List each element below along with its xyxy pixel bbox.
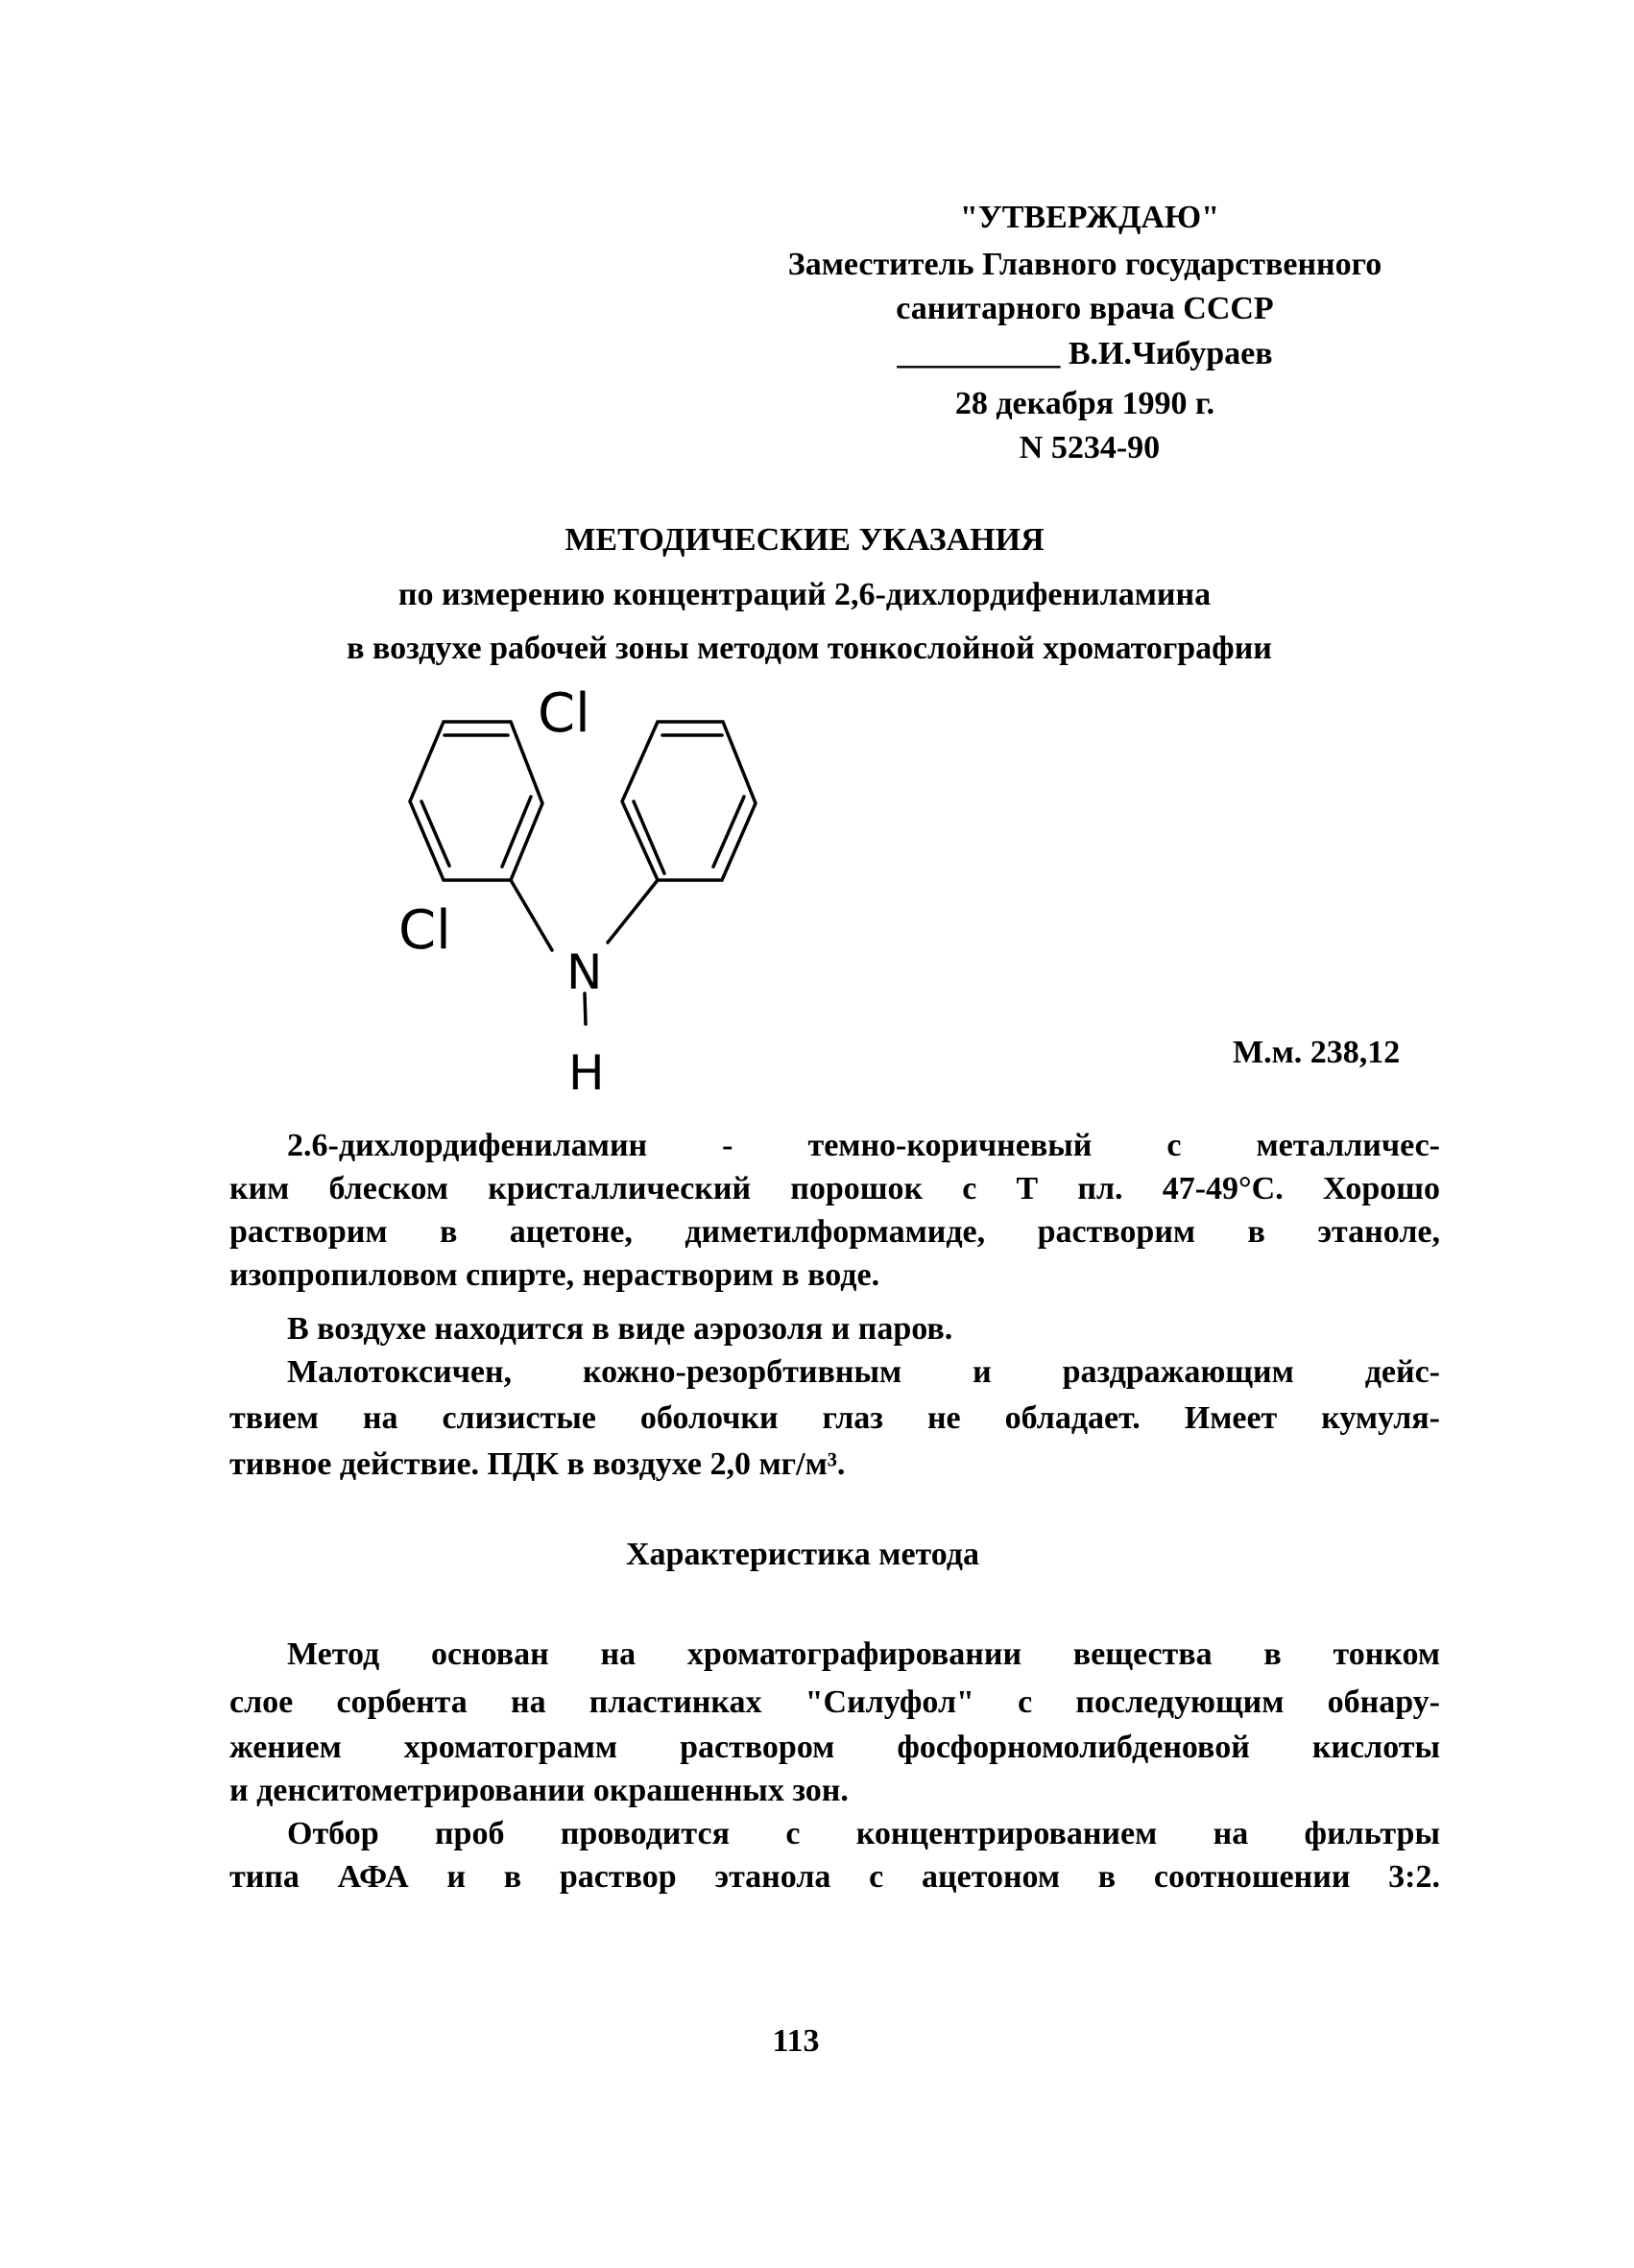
text-line: типа АФА и в раствор этанола с ацетоном в соотношении 3:2. bbox=[229, 1859, 1440, 1895]
bond-ring-n-left bbox=[511, 880, 552, 950]
h-label: H bbox=[568, 1045, 605, 1101]
approval-number: N 5234-90 bbox=[1019, 430, 1161, 466]
title-heading: МЕТОДИЧЕСКИЕ УКАЗАНИЯ bbox=[565, 522, 1045, 558]
text-line: 2.6-дихлордифениламин - темно-коричневый с металличес- bbox=[287, 1128, 1440, 1163]
text-line: В воздухе находится в виде аэрозоля и паров. bbox=[287, 1311, 953, 1347]
text-line: жением хроматограмм раствором фосфорномолибденовой кислоты bbox=[229, 1730, 1440, 1765]
approval-position-1: Заместитель Главного государственного bbox=[787, 247, 1382, 282]
text-line: слое сорбента на пластинках "Силуфол" с последующим обнару- bbox=[229, 1684, 1440, 1720]
text-line: твием на слизистые оболочки глаз не обладает. Имеет кумуля- bbox=[229, 1400, 1440, 1436]
approval-position-2: санитарного врача СССР bbox=[896, 291, 1274, 326]
text-line: Метод основан на хроматографировании вещества в тонком bbox=[287, 1636, 1440, 1672]
text-line: изопропиловом спирте, нерастворим в воде. bbox=[229, 1257, 880, 1293]
phenyl-ring bbox=[622, 722, 756, 880]
text-line: и денситометрировании окрашенных зон. bbox=[229, 1773, 849, 1808]
molar-mass: М.м. 238,12 bbox=[1233, 1035, 1401, 1070]
cl-left-label: Cl bbox=[398, 899, 451, 962]
title-line-1: по измерению концентраций 2,6-дихлордифениламина bbox=[397, 577, 1212, 612]
section-heading: Характеристика метода bbox=[625, 1537, 980, 1572]
page-number: 113 bbox=[772, 2023, 820, 2059]
text-line: Отбор проб проводится с концентрированием на фильтры bbox=[287, 1816, 1440, 1851]
bond-ring-n-right bbox=[608, 880, 658, 943]
cl-top-label: Cl bbox=[538, 682, 590, 745]
approval-stamp: "УТВЕРЖДАЮ" bbox=[959, 200, 1220, 235]
text-line: тивное действие. ПДК в воздухе 2,0 мг/м³. bbox=[229, 1446, 846, 1482]
approval-date: 28 декабря 1990 г. bbox=[954, 386, 1215, 421]
text-line: растворим в ацетоне, диметилформамиде, растворим в этаноле, bbox=[229, 1214, 1440, 1250]
title-line-2: в воздухе рабочей зоны методом тонкослойной хроматографии bbox=[347, 631, 1272, 666]
approval-signature: __________ В.И.Чибураев bbox=[897, 336, 1273, 371]
dichlorophenyl-ring bbox=[410, 722, 542, 880]
text-line: ким блеском кристаллический порошок с Т пл. 47-49°С. Хорошо bbox=[229, 1171, 1440, 1206]
text-line: Малотоксичен, кожно-резорбтивным и раздражающим дейс- bbox=[287, 1354, 1440, 1390]
n-label: N bbox=[566, 944, 603, 1000]
